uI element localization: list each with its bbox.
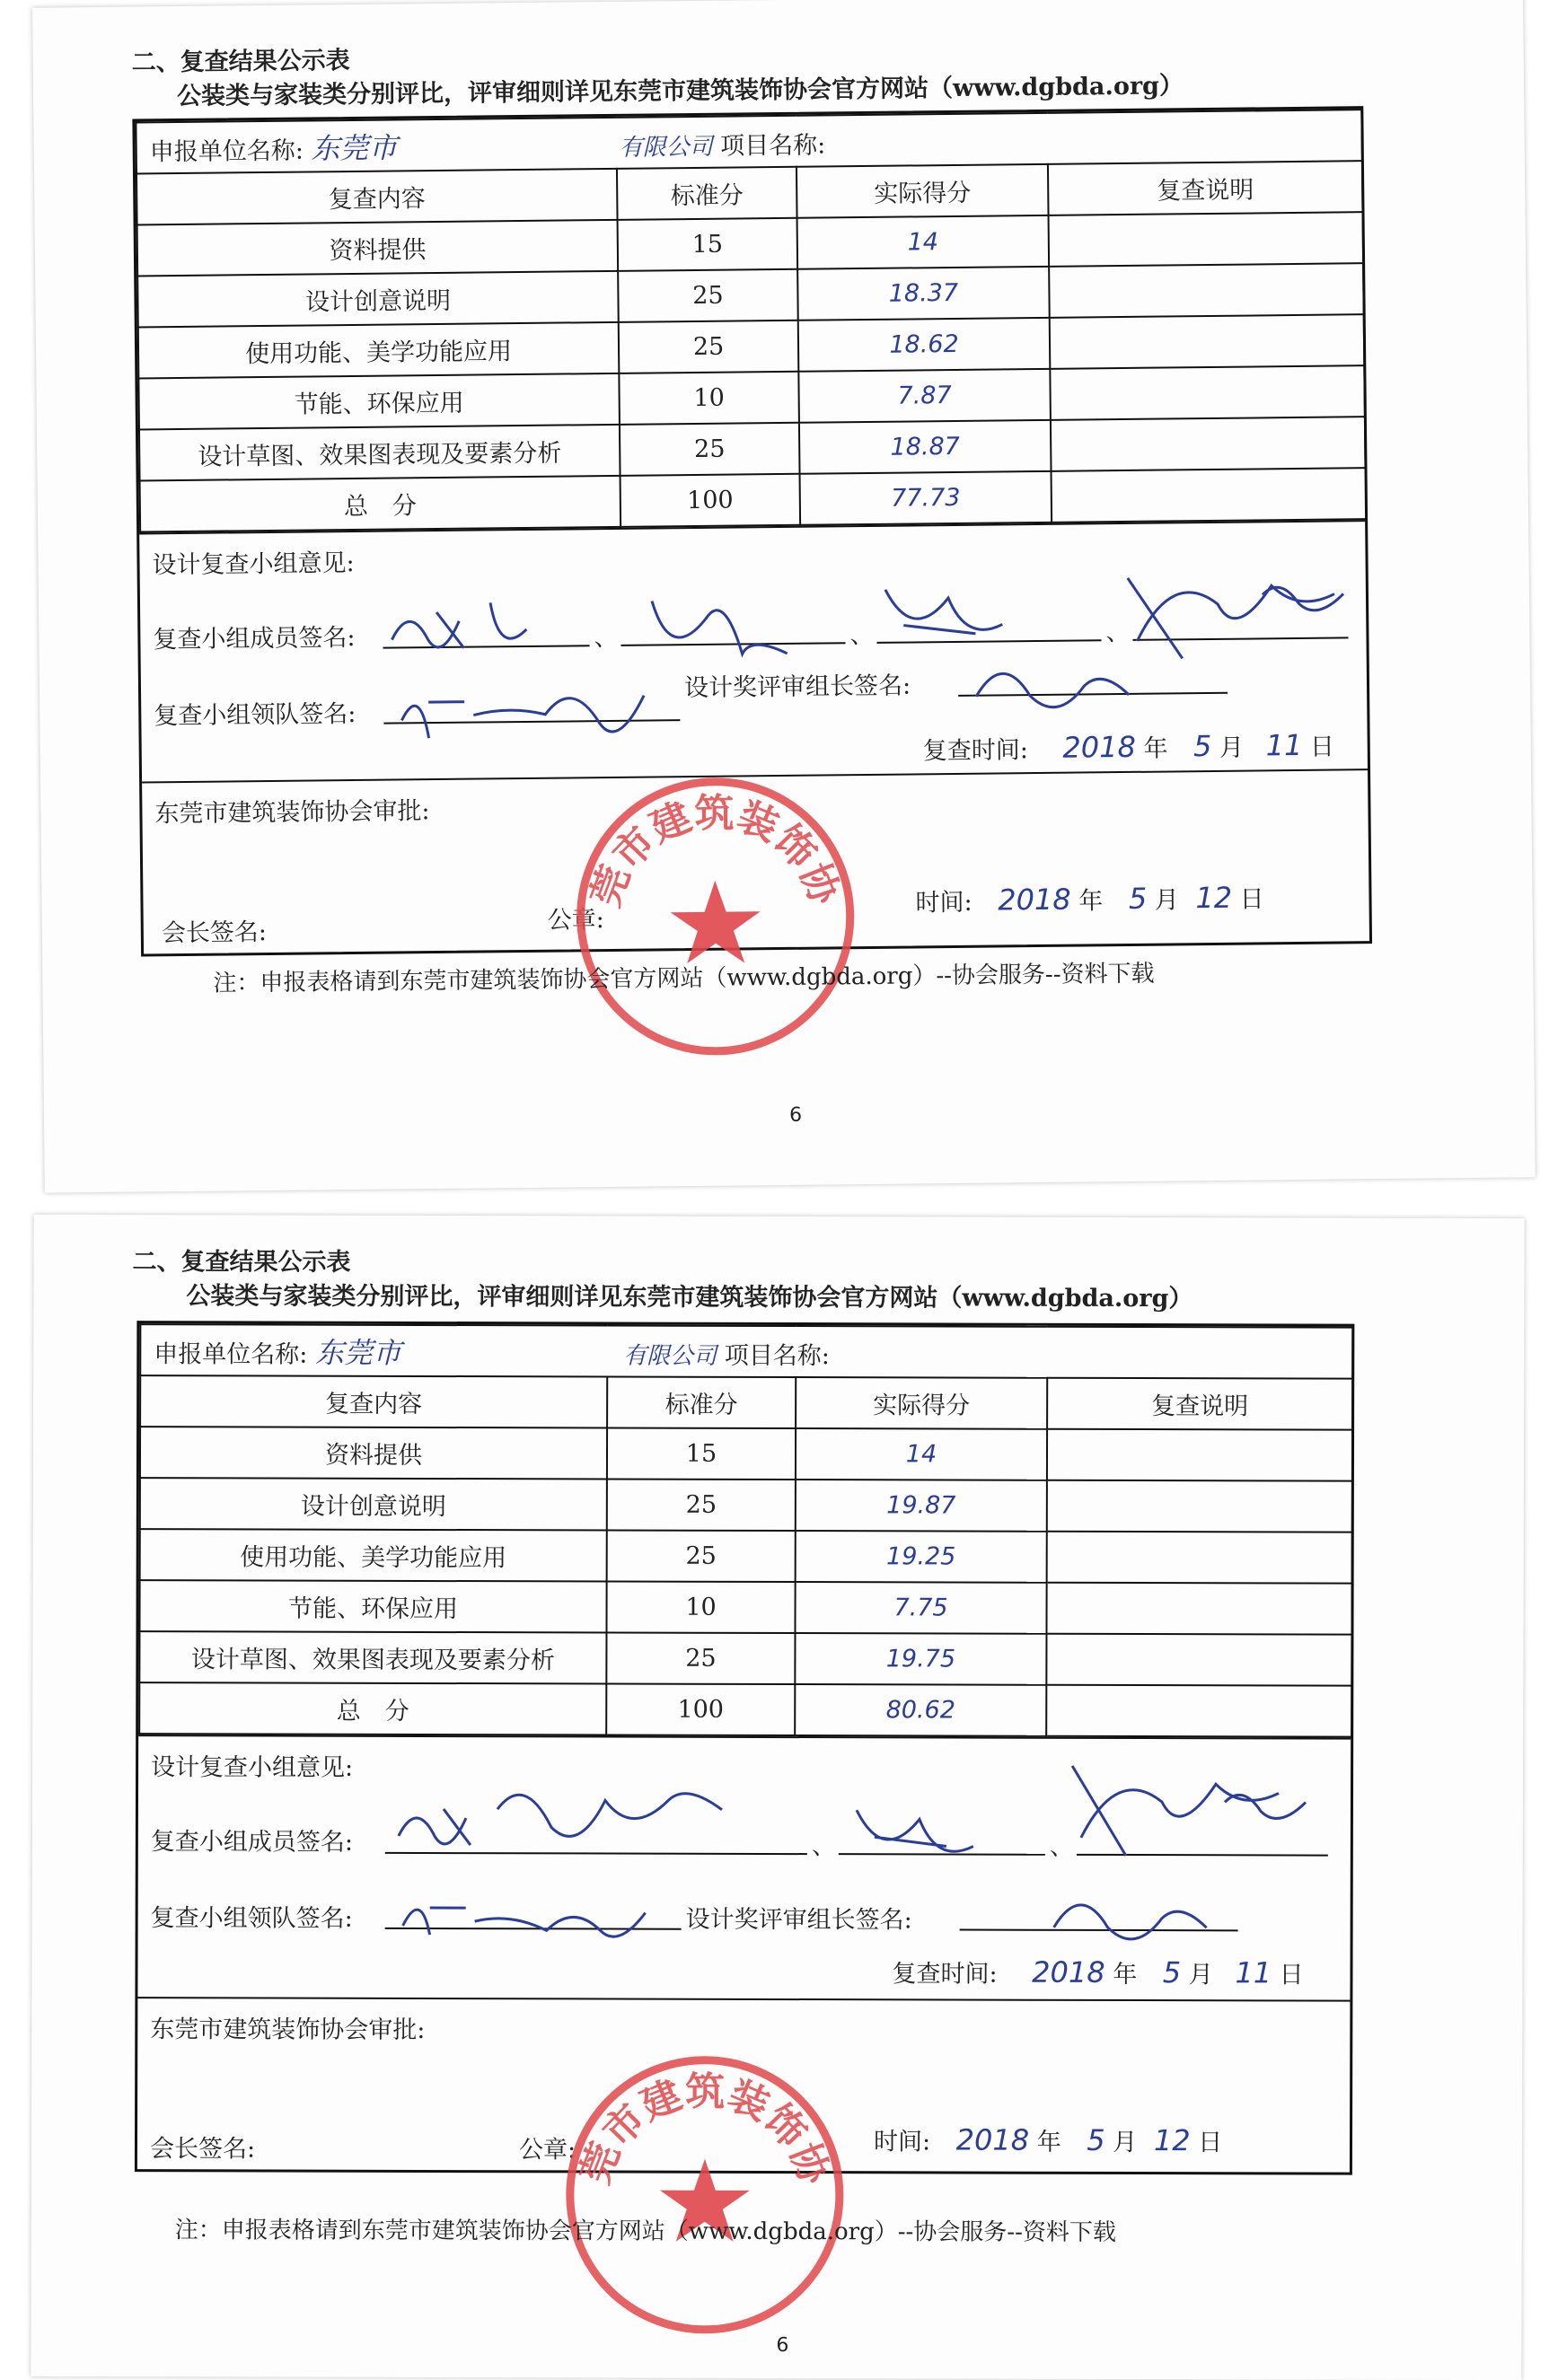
- year-unit: 年: [1143, 734, 1168, 763]
- approval-time: [915, 879, 1264, 918]
- members-label: 复查小组成员签名:: [150, 1828, 354, 1857]
- separator: 、: [1105, 618, 1131, 647]
- table-row: [140, 1478, 1352, 1533]
- approval-year: 2018: [955, 2122, 1030, 2157]
- row-actual: 18.62: [798, 318, 1051, 372]
- month-unit: 月: [1113, 2128, 1138, 2157]
- year-unit: 年: [1036, 2128, 1061, 2156]
- approval-month: 5: [1087, 2122, 1105, 2157]
- footnote: 注：申报表格请到东莞市建筑装饰协会官方网站（www.dgbda.org）--协会服务--资料下载: [213, 960, 1155, 997]
- page-number: 6: [788, 1103, 803, 1127]
- approval-time: [874, 2121, 1222, 2157]
- row-standard: 25: [606, 1633, 795, 1685]
- header-remarks: 复查说明: [1047, 1378, 1352, 1430]
- row-remarks: [1046, 1634, 1351, 1686]
- review-form: [135, 1321, 1354, 2175]
- approval-time-label: 时间:: [873, 2128, 931, 2156]
- seal-label: 公章:: [547, 906, 604, 935]
- day-unit: 日: [1309, 733, 1335, 761]
- opinion-section: [137, 1735, 1351, 2000]
- row-actual: 14: [796, 1428, 1047, 1480]
- opinion-section: [139, 520, 1368, 781]
- row-remarks: [1052, 468, 1367, 523]
- row-remarks: [1046, 1583, 1351, 1635]
- president-label: 会长签名:: [161, 918, 268, 948]
- row-item: 使用功能、美学功能应用: [138, 322, 620, 379]
- review-year: 2018: [1032, 1954, 1105, 1989]
- review-time: [923, 727, 1335, 767]
- row-item: 节能、环保应用: [138, 373, 620, 430]
- approval-year: 2018: [998, 882, 1071, 918]
- review-time: [892, 1954, 1303, 1989]
- row-standard: 25: [607, 1531, 796, 1583]
- seal-text: 东莞市建筑装饰协会: [572, 2068, 838, 2191]
- review-time-label: 复查时间:: [922, 736, 1029, 766]
- row-item: 资料提供: [137, 220, 619, 277]
- form-subtitle: 公装类与家装类分别评比，评审细则详见东莞市建筑装饰协会官方网站（www.dgbda.org）: [176, 72, 1184, 111]
- row-standard: 25: [618, 269, 798, 322]
- score-table: [135, 109, 1367, 532]
- row-actual: 77.73: [800, 471, 1052, 525]
- header-standard: 标准分: [617, 167, 797, 220]
- unit-handwritten: 东莞市: [311, 129, 398, 165]
- row-standard: 25: [620, 423, 800, 476]
- unit-label: 申报单位名称:: [154, 1339, 308, 1369]
- seal-graphic: [570, 771, 860, 1061]
- header-actual: 实际得分: [796, 1377, 1047, 1429]
- day-unit: 日: [1239, 885, 1264, 914]
- row-item: 总 分: [140, 476, 621, 532]
- redacted-area: [409, 1362, 616, 1363]
- svg-text:东莞市建筑装饰协会: [560, 2051, 838, 2191]
- page-number: 6: [776, 2333, 789, 2358]
- form-sheet-2: [31, 1215, 1524, 2380]
- approval-month: 5: [1128, 881, 1148, 916]
- header-item: 复查内容: [136, 169, 618, 225]
- leader-label: 复查小组领队签名:: [154, 699, 356, 731]
- row-actual: 7.87: [798, 369, 1051, 423]
- row-item: 设计创意说明: [140, 1478, 607, 1530]
- seal-text: 东莞市建筑装饰协会: [582, 790, 849, 913]
- official-seal: [570, 771, 860, 1061]
- header-remarks: 复查说明: [1048, 161, 1363, 215]
- separator: 、: [811, 1832, 836, 1861]
- member-signatures-scribble: [390, 1755, 1342, 1866]
- header-actual: 实际得分: [797, 164, 1049, 218]
- row-standard: 25: [619, 321, 799, 373]
- year-unit: 年: [1078, 887, 1104, 916]
- row-standard: 10: [606, 1582, 795, 1634]
- leader-signature-scribble: [394, 1881, 682, 1945]
- row-remarks: [1049, 263, 1364, 318]
- approval-day: 12: [1195, 880, 1233, 916]
- row-standard: 15: [618, 218, 798, 271]
- approval-label: 东莞市建筑装饰协会审批:: [154, 797, 430, 829]
- row-item: 使用功能、美学功能应用: [140, 1529, 607, 1581]
- month-unit: 月: [1219, 733, 1245, 762]
- row-item: 资料提供: [140, 1427, 607, 1479]
- leader-signature-scribble: [392, 663, 681, 747]
- review-day: 11: [1265, 727, 1303, 763]
- section-title: 二、复查结果公示表: [132, 1248, 351, 1277]
- unit-label: 申报单位名称:: [149, 136, 304, 166]
- row-actual: 7.75: [795, 1582, 1046, 1634]
- separator: 、: [849, 620, 875, 650]
- day-unit: 日: [1198, 2129, 1223, 2157]
- opinion-label: 设计复查小组意见:: [151, 1753, 354, 1782]
- review-month: 5: [1162, 1955, 1182, 1990]
- month-unit: 月: [1154, 886, 1179, 915]
- row-remarks: [1051, 417, 1366, 471]
- footnote: 注：申报表格请到东莞市建筑装饰协会官方网站（www.dgbda.org）--协会服务--资料下载: [174, 2217, 1116, 2246]
- unit-handwritten: 东莞市: [314, 1335, 402, 1370]
- review-day: 11: [1235, 1955, 1272, 1990]
- separator: 、: [594, 623, 619, 653]
- month-unit: 月: [1188, 1961, 1213, 1989]
- company-suffix-handwritten: 有限公司: [623, 1342, 717, 1370]
- form-sheet-1: [32, 0, 1536, 1193]
- row-standard: 15: [607, 1428, 796, 1480]
- row-item: 节能、环保应用: [139, 1580, 606, 1632]
- day-unit: 日: [1279, 1961, 1304, 1989]
- row-standard: 10: [619, 372, 799, 425]
- approval-time-label: 时间:: [915, 888, 973, 918]
- row-item: 设计草图、效果图表现及要素分析: [139, 425, 620, 481]
- chief-signature-scribble: [1045, 1874, 1225, 1946]
- approval-label: 东莞市建筑装饰协会审批:: [150, 2016, 426, 2044]
- svg-text:东莞市建筑装饰协会: [570, 771, 849, 915]
- members-label: 复查小组成员签名:: [153, 623, 356, 654]
- unit-row: [140, 1324, 1352, 1379]
- row-actual: 19.75: [795, 1633, 1046, 1685]
- row-remarks: [1049, 212, 1364, 267]
- company-suffix-handwritten: 有限公司: [619, 133, 713, 162]
- row-standard: 100: [606, 1684, 795, 1736]
- row-item: 总 分: [139, 1682, 606, 1735]
- review-time-label: 复查时间:: [892, 1960, 998, 1989]
- member-signatures-scribble: [383, 566, 1371, 676]
- score-table: [138, 1323, 1353, 1738]
- row-actual: 80.62: [795, 1684, 1046, 1736]
- row-remarks: [1047, 1532, 1352, 1584]
- table-row: [139, 1580, 1351, 1635]
- row-standard: 100: [620, 474, 801, 527]
- row-actual: 18.37: [797, 267, 1050, 321]
- approval-day: 12: [1153, 2123, 1191, 2158]
- row-item: 设计草图、效果图表现及要素分析: [139, 1631, 606, 1683]
- official-seal: [560, 2051, 849, 2339]
- seal-graphic: [560, 2051, 849, 2339]
- row-actual: 18.87: [799, 420, 1052, 474]
- year-unit: 年: [1113, 1960, 1138, 1989]
- opinion-label: 设计复查小组意见:: [152, 549, 355, 580]
- row-actual: 19.25: [796, 1531, 1047, 1583]
- chief-label: 设计奖评审组长签名:: [683, 672, 911, 703]
- row-remarks: [1050, 314, 1365, 369]
- review-year: 2018: [1062, 729, 1137, 765]
- row-remarks: [1050, 365, 1365, 420]
- header-standard: 标准分: [607, 1377, 796, 1429]
- seal-label: 公章:: [518, 2136, 576, 2165]
- chief-signature-scribble: [967, 650, 1148, 715]
- header-item: 复查内容: [140, 1375, 607, 1427]
- table-row: [140, 1529, 1352, 1584]
- row-standard: 25: [607, 1480, 796, 1532]
- form-subtitle: 公装类与家装类分别评比，评审细则详见东莞市建筑装饰协会官方网站（www.dgbda.org）: [186, 1282, 1193, 1313]
- row-remarks: [1047, 1480, 1352, 1533]
- project-label: 项目名称:: [724, 1341, 830, 1370]
- chief-label: 设计奖评审组长签名:: [685, 1905, 912, 1935]
- row-remarks: [1047, 1429, 1352, 1481]
- table-row: [139, 1631, 1351, 1686]
- row-item: 设计创意说明: [137, 271, 619, 328]
- table-row: [140, 1427, 1352, 1481]
- leader-label: 复查小组领队签名:: [150, 1904, 353, 1933]
- redacted-area: [405, 154, 612, 156]
- president-label: 会长签名:: [149, 2135, 256, 2164]
- row-remarks: [1046, 1685, 1351, 1737]
- row-actual: 19.87: [796, 1480, 1047, 1532]
- separator: 、: [1049, 1832, 1074, 1861]
- row-actual: 14: [797, 215, 1050, 269]
- section-title: 二、复查结果公示表: [131, 46, 350, 77]
- total-row: [139, 1682, 1351, 1737]
- review-month: 5: [1193, 728, 1212, 764]
- project-label: 项目名称:: [720, 130, 826, 161]
- header-row: [140, 1375, 1352, 1430]
